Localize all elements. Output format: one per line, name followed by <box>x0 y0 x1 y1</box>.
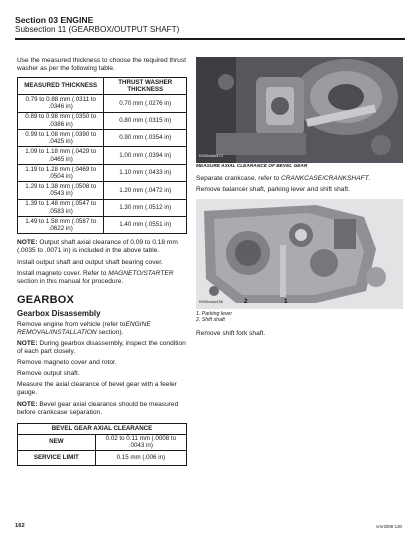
header-rule <box>15 38 405 40</box>
callout-2-label: 2 <box>244 298 248 306</box>
text-span: Remove engine from vehicle (refer to <box>17 320 126 328</box>
table-row <box>18 450 187 465</box>
row-label: NEW <box>18 434 96 450</box>
section-title: Section 03 ENGINE <box>15 15 94 25</box>
remove-shift-fork-text: Remove shift fork shaft. <box>196 329 266 337</box>
text-span: section in this manual for procedure. <box>17 277 124 285</box>
bevel-gear-illustration <box>196 57 403 163</box>
washer-cell: 1.20 mm (.0472 in) <box>104 182 187 199</box>
row-label: SERVICE LIMIT <box>18 450 96 465</box>
table-row <box>18 95 187 112</box>
table-header-row <box>18 78 187 95</box>
crankcase-illustration <box>196 199 403 309</box>
text-span: Separate crankcase, refer to <box>196 175 282 182</box>
measured-cell: 1.19 to 1.28 mm (.0469 to .0504 in) <box>18 164 104 181</box>
note-label: NOTE: <box>17 239 38 247</box>
table-row <box>18 182 187 199</box>
table-row <box>18 129 187 146</box>
measured-cell: 0.99 to 1.08 mm (.0390 to .0425 in) <box>18 129 104 146</box>
photo-reference-id: R400motor158 <box>199 300 223 305</box>
page-number: 162 <box>15 523 25 529</box>
washer-cell: 1.00 mm (.0394 in) <box>104 147 187 164</box>
thickness-table <box>17 77 187 234</box>
washer-cell: 1.10 mm (.0433 in) <box>104 164 187 181</box>
text-span: . <box>368 175 371 182</box>
washer-cell: 0.80 mm (.0315 in) <box>104 112 187 129</box>
table-row <box>18 216 187 233</box>
note-axial-clearance <box>17 239 189 255</box>
measured-cell: 0.89 to 0.98 mm (.0350 to .0386 in) <box>18 112 104 129</box>
remove-output-shaft-text: Remove output shaft. <box>17 370 80 378</box>
note-label: NOTE: <box>17 339 38 347</box>
table-row <box>18 199 187 216</box>
page-header <box>15 15 405 35</box>
row-value: 0.15 mm (.006 in) <box>95 450 186 465</box>
legend-item-parking-lever: 1. Parking lever <box>196 311 233 318</box>
table-row <box>18 147 187 164</box>
bevel-gear-photo <box>196 57 403 163</box>
crankcase-link[interactable]: CRANKCASE/CRANKSHAFT <box>281 175 369 182</box>
remove-engine-text <box>17 321 189 337</box>
subsection-title: Subsection 11 (GEARBOX/OUTPUT SHAFT) <box>15 25 180 34</box>
bevel-gear-table <box>17 423 187 466</box>
text-span: Install magneto cover. Refer to <box>17 269 109 277</box>
note-text: Output shaft axial clearance of 0.09 to 0.18 mm (.0035 to .0071 in) is included in the above table. <box>17 239 178 255</box>
right-column <box>196 57 406 341</box>
table-caption-row <box>18 423 187 434</box>
crankcase-photo <box>196 199 403 309</box>
washer-cell: 1.30 mm (.0512 in) <box>104 199 187 216</box>
install-output-shaft-text: Install output shaft and output shaft bearing cover. <box>17 258 163 266</box>
row-value: 0.02 to 0.11 mm (.0008 to .0043 in) <box>95 434 186 450</box>
measured-cell: 1.39 to 1.48 mm (.0547 to .0583 in) <box>18 199 104 216</box>
measure-clearance-text: Measure the axial clearance of bevel gear with a feeler gauge. <box>17 381 177 397</box>
measured-cell: 0.79 to 0.88 mm (.0311 to .0346 in) <box>18 95 104 112</box>
photo-legend <box>196 311 406 323</box>
washer-cell: 0.90 mm (.0354 in) <box>104 129 187 146</box>
note-inspect <box>17 340 189 356</box>
legend-item-shift-shaft: 2. Shift shaft <box>196 317 225 324</box>
washer-cell: 0.70 mm (.0276 in) <box>104 95 187 112</box>
col-header-washer: THRUST WASHER THICKNESS <box>104 78 187 95</box>
note-bevel-gear <box>17 401 189 417</box>
photo-reference-id: R400motor174 <box>199 153 223 158</box>
table-row <box>18 164 187 181</box>
note-text: Bevel gear axial clearance should be measured before crankcase separation. <box>17 400 179 416</box>
table-row <box>18 112 187 129</box>
remove-magneto-text: Remove magneto cover and rotor. <box>17 359 117 367</box>
document-code: vmr2006-130 <box>376 524 402 529</box>
note-label: NOTE: <box>17 400 38 408</box>
measured-cell: 1.09 to 1.18 mm (.0429 to .0465 in) <box>18 147 104 164</box>
separate-crankcase-text <box>196 175 406 183</box>
left-column <box>17 57 189 466</box>
measured-cell: 1.49 to 1.58 mm (.0587 to .0622 in) <box>18 216 104 233</box>
measured-cell: 1.29 to 1.38 mm (.0508 to .0543 in) <box>18 182 104 199</box>
intro-paragraph: Use the measured thickness to choose the required thrust washer as per the following table. <box>17 57 186 73</box>
washer-cell: 1.40 mm (.0551 in) <box>104 216 187 233</box>
bevel-table-caption: BEVEL GEAR AXIAL CLEARANCE <box>18 423 187 434</box>
engine-removal-link[interactable]: ENGINE REMOVAL/INSTALLATION <box>17 320 151 336</box>
text-span: section). <box>96 328 124 336</box>
col-header-measured: MEASURED THICKNESS <box>18 78 104 95</box>
table-row <box>18 434 187 450</box>
remove-balancer-text: Remove balancer shaft, parking lever and shift shaft. <box>196 186 350 194</box>
disassembly-heading: Gearbox Disassembly <box>17 308 101 318</box>
callout-1-label: 1 <box>284 298 288 306</box>
magneto-starter-link[interactable]: MAGNETO/STARTER <box>108 269 174 277</box>
install-magneto-text <box>17 270 189 286</box>
note-text: During gearbox disassembly, inspect the condition of each part closely. <box>17 339 186 356</box>
photo-caption: MEASURE AXIAL CLEARANCE OF BEVEL GEAR <box>196 164 308 169</box>
gearbox-heading: GEARBOX <box>17 293 75 306</box>
